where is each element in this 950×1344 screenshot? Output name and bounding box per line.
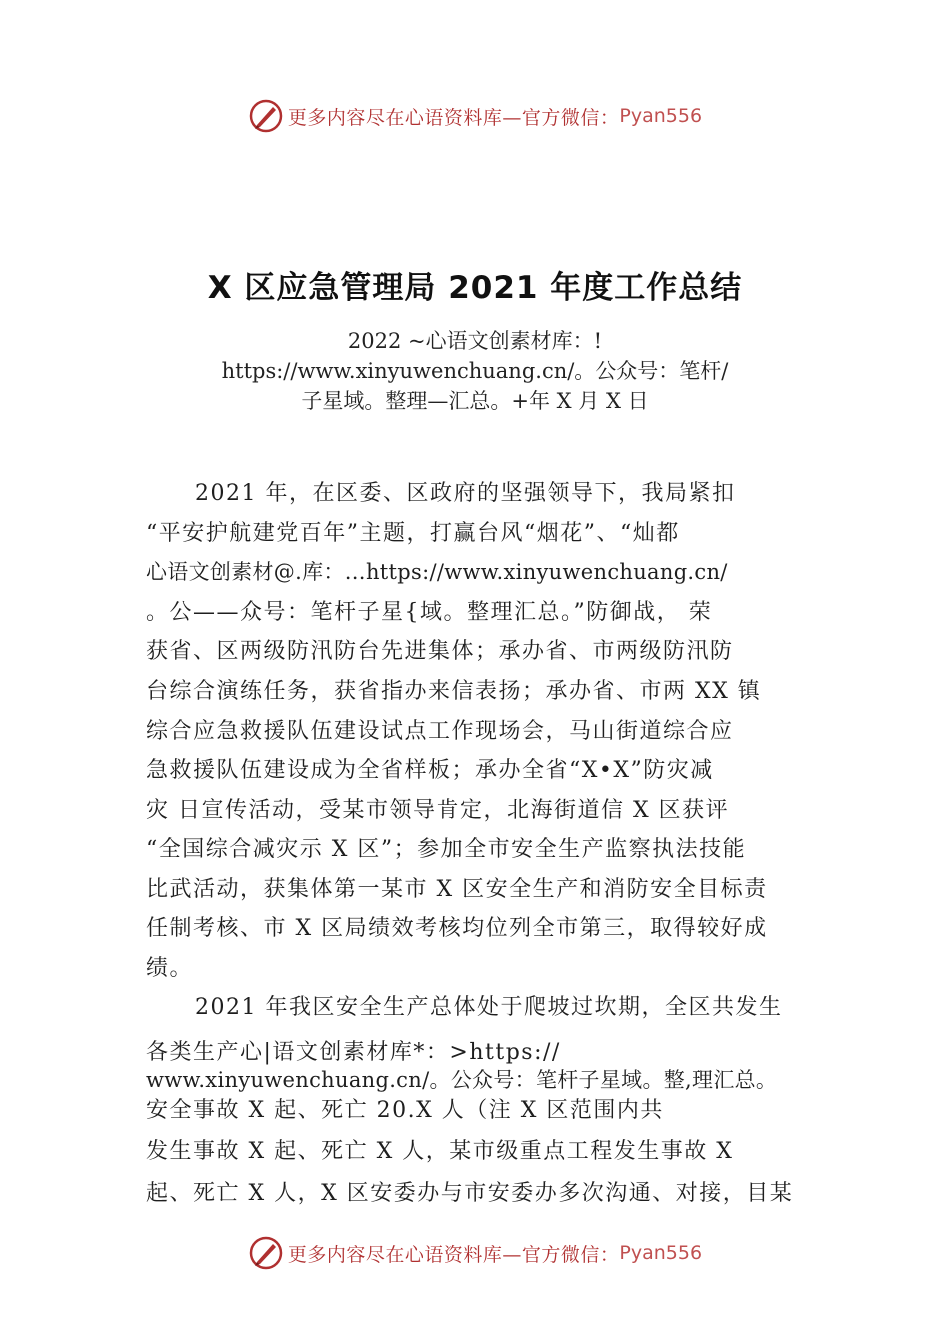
pen-logo-icon bbox=[248, 98, 284, 134]
header-banner bbox=[0, 96, 950, 136]
body-line: 心语文创素材@.库：…https://www.xinyuwenchuang.cn/ bbox=[146, 560, 728, 584]
body-line: 安全事故 X 起、死亡 20.X 人（注 X 区范围内共 bbox=[146, 1098, 664, 1123]
body-line: 获省、区两级防汛防台先进集体；承办省、市两级防汛防 bbox=[146, 639, 734, 664]
document-title: X 区应急管理局 2021 年度工作总结 bbox=[207, 270, 743, 306]
body-line: 绩。 bbox=[146, 956, 194, 981]
body-line: 任制考核、市 X 区局绩效考核均位列全市第三，取得较好成 bbox=[146, 916, 768, 941]
body-line: 灾 日宣传活动，受某市领导肯定，北海街道信 X 区获评 bbox=[146, 798, 730, 823]
body-line: 起、死亡 X 人，X 区安委办与市安委办多次沟通、对接，目某 bbox=[146, 1181, 794, 1206]
body-line: 2021 年，在区委、区政府的坚强领导下，我局紧扣 bbox=[195, 481, 736, 506]
document-subtitle bbox=[0, 326, 950, 416]
subtitle-line: 子星域。整理—汇总。+年 X 月 X 日 bbox=[301, 389, 649, 413]
wechat-id: Pyan556 bbox=[619, 1242, 703, 1264]
body-line: “全国综合减灾示 X 区”；参加全市安全生产监察执法技能 bbox=[146, 837, 747, 862]
banner-text: 更多内容尽在心语资料库—官方微信： bbox=[287, 106, 620, 129]
body-line: “平安护航建党百年”主题，打赢台风“烟花”、“灿都 bbox=[146, 521, 680, 546]
body-line: 发生事故 X 起、死亡 X 人，某市级重点工程发生事故 X bbox=[146, 1139, 734, 1164]
body-line: www.xinyuwenchuang.cn/。公众号：笔杆子星域。整,理汇总。 bbox=[146, 1068, 778, 1092]
body-line: 。公——众号：笔杆子星{域。整理汇总。”防御战， 荣 bbox=[146, 600, 713, 625]
wechat-id: Pyan556 bbox=[619, 105, 703, 127]
body-line: 2021 年我区安全生产总体处于爬坡过坎期，全区共发生 bbox=[195, 995, 783, 1020]
subtitle-line: 2022 ~心语文创素材库：! bbox=[347, 329, 603, 353]
footer-banner bbox=[0, 1233, 950, 1273]
pen-logo-icon bbox=[248, 1235, 284, 1271]
body-line: 各类生产心|语文创素材库*：>https:// bbox=[146, 1040, 561, 1065]
body-line: 综合应急救援队伍建设试点工作现场会，马山街道综合应 bbox=[146, 719, 734, 744]
body-line: 急救援队伍建设成为全省样板；承办全省“X•X”防灾减 bbox=[146, 758, 714, 783]
subtitle-line: https://www.xinyuwenchuang.cn/。公众号：笔杆/ bbox=[221, 359, 729, 383]
body-line: 比武活动，获集体第一某市 X 区安全生产和消防安全目标责 bbox=[146, 877, 768, 902]
body-line: 台综合演练任务，获省指办来信表扬；承办省、市两 XX 镇 bbox=[146, 679, 762, 704]
banner-text: 更多内容尽在心语资料库—官方微信： bbox=[287, 1243, 620, 1266]
